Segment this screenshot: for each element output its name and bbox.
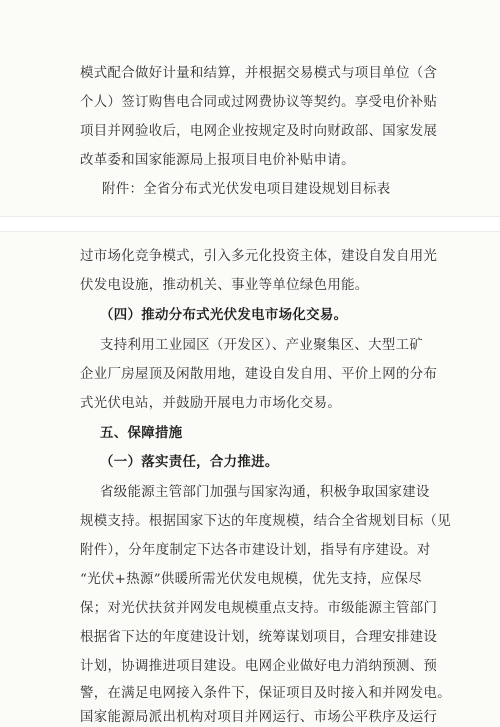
text-line: 国家能源局派出机构对项目并网运行、市场公平秩序及运行 [80,710,438,725]
text-line: 计划，协调推进项目建设。电网企业做好电力消纳预测、预 [80,659,438,674]
text-line: 保；对光伏扶贫并网发电规模重点支持。市级能源主管部门 [80,601,438,616]
text-line: 企业厂房屋顶及闲散用地，建设自发自用、平价上网的分布 [80,367,438,382]
text-line: 规模支持。根据国家下达的年度规模，结合全省规划目标（见 [80,514,451,529]
text-line: 改革委和国家能源局上报项目电价补贴申请。 [80,153,355,168]
text-line: 项目并网验收后，电网企业按规定及时向财政部、国家发展 [80,124,438,139]
section-heading: 五、保障措施 [100,425,183,441]
subsection-heading: （四）推动分布式光伏发电市场化交易。 [100,307,348,323]
text-line: “光伏+热源”供暖所需光伏发电规模，优先支持，应保尽 [80,572,422,587]
text-line: 根据省下达的年度建设计划，统筹谋划项目，合理安排建设 [80,630,438,645]
attachment-note: 附件：全省分布式光伏发电项目建设规划目标表 [102,182,391,197]
text-line: 附件），分年度制定下达各市建设计划，指导有序建设。对 [80,543,431,558]
subsection-heading: （一）落实责任，合力推进。 [100,454,279,470]
text-line: 警，在满足电网接入条件下，保证项目及时接入和并网发电。 [80,686,451,701]
text-line: 伏发电设施，推动机关、事业等单位绿色用能。 [80,278,369,293]
text-line: 省级能源主管部门加强与国家沟通，积极争取国家建设 [100,485,430,500]
text-line: 过市场化竞争模式，引入多元化投资主体，建设自发自用光 [80,249,438,264]
text-line: 个人）签订购售电合同或过网费协议等契约。享受电价补贴 [80,95,438,110]
text-line: 支持利用工业园区（开发区）、产业聚集区、大型工矿 [100,338,424,353]
text-line: 式光伏电站，并鼓励开展电力市场化交易。 [80,396,342,411]
text-line: 模式配合做好计量和结算，并根据交易模式与项目单位（含 [80,66,438,81]
page-divider [0,216,500,232]
